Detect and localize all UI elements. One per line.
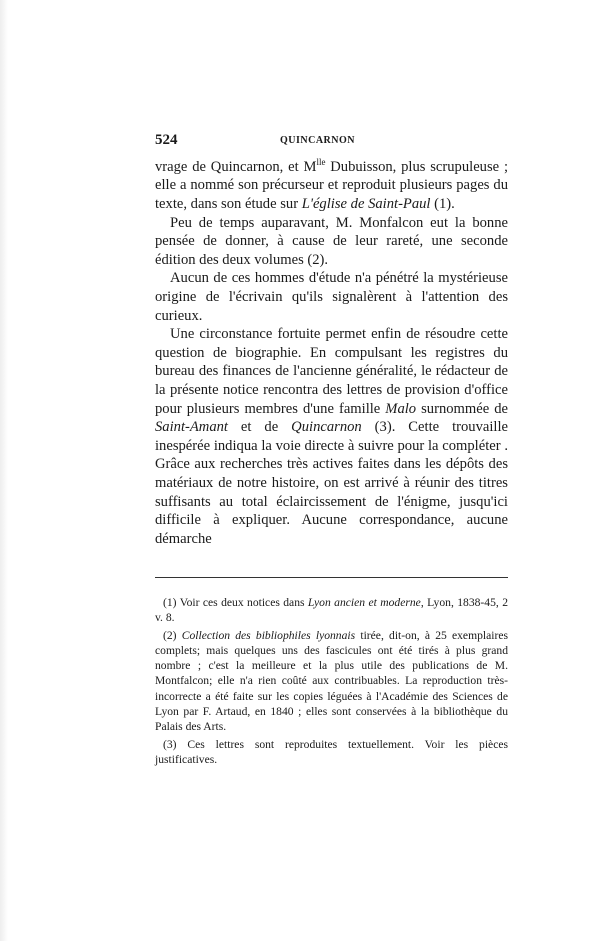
paragraph-4-italic-saint-amant: Saint-Amant: [155, 419, 228, 436]
footnote-1-italic: Lyon ancien et moderne: [307, 596, 421, 609]
footnotes: [155, 595, 508, 767]
footnote-separator-rule: [155, 577, 508, 578]
main-text: [155, 153, 508, 548]
paragraph-4: [155, 325, 508, 548]
footnote-2-italic: Collection des bibliophiles lyonnais: [181, 628, 356, 642]
paragraph-4-text-b: surnommée de: [416, 400, 508, 417]
paragraph-4-text-d: (3). Cette trouvaille inespérée indiqua la voie directe à suivre pour la compléter . Grâce aux recherches très actives faites dans les dépôts des matériaux de notre histoire, on est arrivé à réunir des titres suffisants au total éclaircissement de l'énigme, jusqu'ici difficile à expliquer. Aucune correspondance, aucune démarche: [155, 419, 508, 547]
footnote-1-text-a: (1) Voir ces deux notices dans: [163, 596, 308, 609]
paragraph-1-italic-title: L'église de Saint-Paul: [301, 196, 431, 213]
paragraph-4-text-a: Une circonstance fortuite permet enfin de résoudre cette question de biographie. En compulsant les registres du bureau des finances de l'ancienne généralité, le rédacteur de la présente notice rencontra des lettres de provision d'office pour plusieurs membres d'une famille: [155, 326, 508, 417]
paragraph-1-text-c: (1).: [430, 196, 455, 213]
footnote-1: [155, 595, 508, 626]
paragraph-1-text-b: Dubuisson, plus scrupuleuse ; elle a nommé son précurseur et reproduit plusieurs pages du texte, dans son étude sur: [155, 158, 508, 213]
footnote-2-text-a: (2): [163, 628, 182, 642]
paragraph-1: [155, 153, 508, 214]
footnote-1-text-b: , Lyon, 1838-45, 2 v. 8.: [155, 596, 508, 625]
footnote-2-text-b: tirée, dit-on, à 25 exemplaires complets; mais quelques uns des fascicules ont été tirés à plus grand nombre ; c'est la meilleure et la plus utile des publications de M. Montfalcon; elle n'a rien coûté aux contribuables. La reproduction très-incorrecte a été faite sur les copies léguées à l'Académie des Sciences de Lyon par F. Artaud, en 1840 ; elles sont conservées à la bibliothèque du Palais des Arts.: [155, 628, 508, 734]
footnote-2: [155, 628, 508, 735]
paragraph-4-text-c: et de: [227, 419, 292, 436]
running-title: QUINCARNON: [280, 135, 355, 146]
paragraph-4-italic-malo: Malo: [385, 400, 417, 417]
paragraph-1-superscript: lle: [316, 157, 326, 167]
paragraph-1-text-a: vrage de Quincarnon, et M: [155, 158, 317, 175]
paragraph-4-italic-quincarnon: Quincarnon: [291, 419, 362, 436]
paragraph-2: Peu de temps auparavant, M. Monfalcon eut la bonne pensée de donner, à cause de leur rareté, une seconde édition des deux volumes (2).: [155, 214, 508, 268]
page-number: 524: [155, 132, 178, 148]
footnote-3: (3) Ces lettres sont reproduites textuellement. Voir les pièces justificatives.: [155, 737, 508, 766]
paragraph-3: Aucun de ces hommes d'étude n'a pénétré la mystérieuse origine de l'écrivain qu'ils signalèrent à l'attention des curieux.: [155, 270, 508, 324]
